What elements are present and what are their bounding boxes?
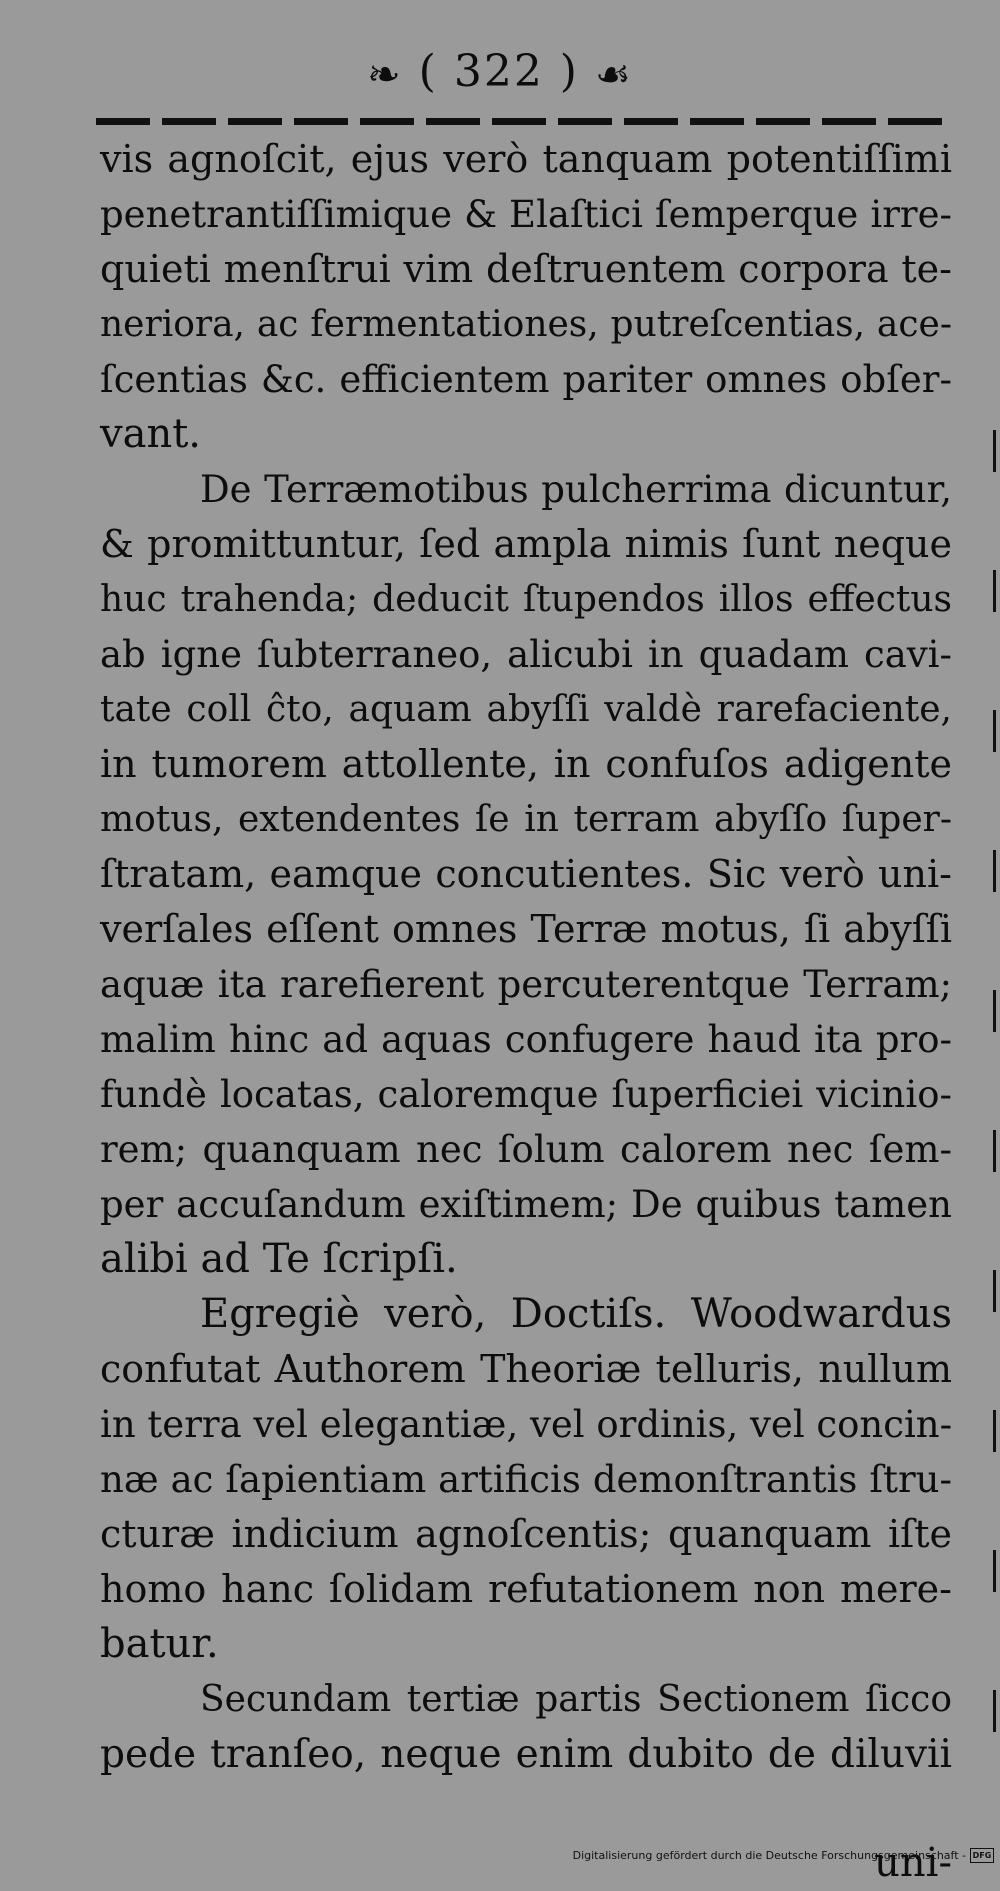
- paragraph-start-line: Egregiè verò, Doctiſs. Woodwardus: [200, 1291, 952, 1337]
- page-edge-shadow: [993, 430, 996, 1790]
- text-line: tate coll ĉto, aquam abyſſi valdè rarefaciente,: [100, 689, 952, 730]
- text-line: homo hanc ſolidam refutationem non mere-: [100, 1567, 952, 1611]
- text-line: alibi ad Te ſcripſi.: [100, 1236, 458, 1282]
- text-line: per accuſandum exiſtimem; De quibus tamen: [100, 1183, 952, 1226]
- text-line: in tumorem attollente, in confuſos adigente: [100, 742, 952, 786]
- text-line: vis agnoſcit, ejus verò tanquam potentiſſimi: [100, 137, 952, 181]
- text-line: ab igne ſubterraneo, alicubi in quadam cavi-: [100, 633, 952, 676]
- header-rule: [96, 118, 952, 125]
- catchword: uni-: [874, 1840, 952, 1886]
- text-line: malim hinc ad aquas confugere haud ita pro-: [100, 1018, 952, 1061]
- text-line: huc trahenda; deducit ſtupendos illos effectus: [100, 579, 952, 620]
- ornament-right-icon: ☙: [594, 51, 633, 98]
- paragraph-start-line: De Terræmotibus pulcherrima dicuntur,: [200, 468, 952, 511]
- page-header: [0, 44, 1000, 103]
- dfg-logo-icon: DFG: [970, 1848, 994, 1863]
- body-text: [100, 132, 952, 1782]
- text-line: verſales eſſent omnes Terræ motus, ſi abyſſi: [100, 907, 952, 951]
- text-line: rem; quanquam nec ſolum calorem nec ſem-: [100, 1128, 952, 1171]
- text-line: pede tranſeo, neque enim dubito de diluvii: [100, 1732, 952, 1777]
- text-line: confutat Authorem Theoriæ telluris, nullum: [100, 1347, 952, 1391]
- paragraph-start-line: Secundam tertiæ partis Sectionem ſicco: [200, 1679, 952, 1720]
- text-line: penetrantiſſimique & Elaſtici ſemperque irre-: [100, 193, 952, 236]
- text-line: aquæ ita rarefierent percuterentque Terram;: [100, 963, 952, 1006]
- text-line: motus, extendentes ſe in terram abyſſo ſuper-: [100, 799, 952, 840]
- text-line: neriora, ac fermentationes, putreſcentias, ace-: [100, 304, 952, 345]
- text-line: quieti menſtrui vim deſtruentem corpora te-: [100, 247, 952, 291]
- text-line: ſtratam, eamque concutientes. Sic verò uni-: [100, 852, 952, 896]
- text-line: fundè locatas, caloremque ſuperficiei vicinio-: [100, 1073, 952, 1116]
- digitization-footer: [573, 1848, 994, 1863]
- text-line: vant.: [100, 411, 201, 457]
- ornament-left-icon: ❧: [367, 51, 403, 98]
- text-line: batur.: [100, 1621, 219, 1667]
- page-number: ( 322 ): [418, 46, 579, 97]
- text-line: & promittuntur, ſed ampla nimis ſunt neque: [100, 522, 952, 566]
- text-line: ſcentias &c. efficientem pariter omnes obſer-: [100, 358, 952, 401]
- text-line: in terra vel elegantiæ, vel ordinis, vel concin-: [100, 1403, 953, 1446]
- text-line: næ ac ſapientiam artificis demonſtrantis ſtru-: [100, 1458, 952, 1501]
- footer-credit: Digitalisierung gefördert durch die Deutsche Forschungsgemeinschaft -: [572, 1849, 966, 1862]
- text-line: cturæ indicium agnoſcentis; quanquam iſte: [100, 1512, 952, 1556]
